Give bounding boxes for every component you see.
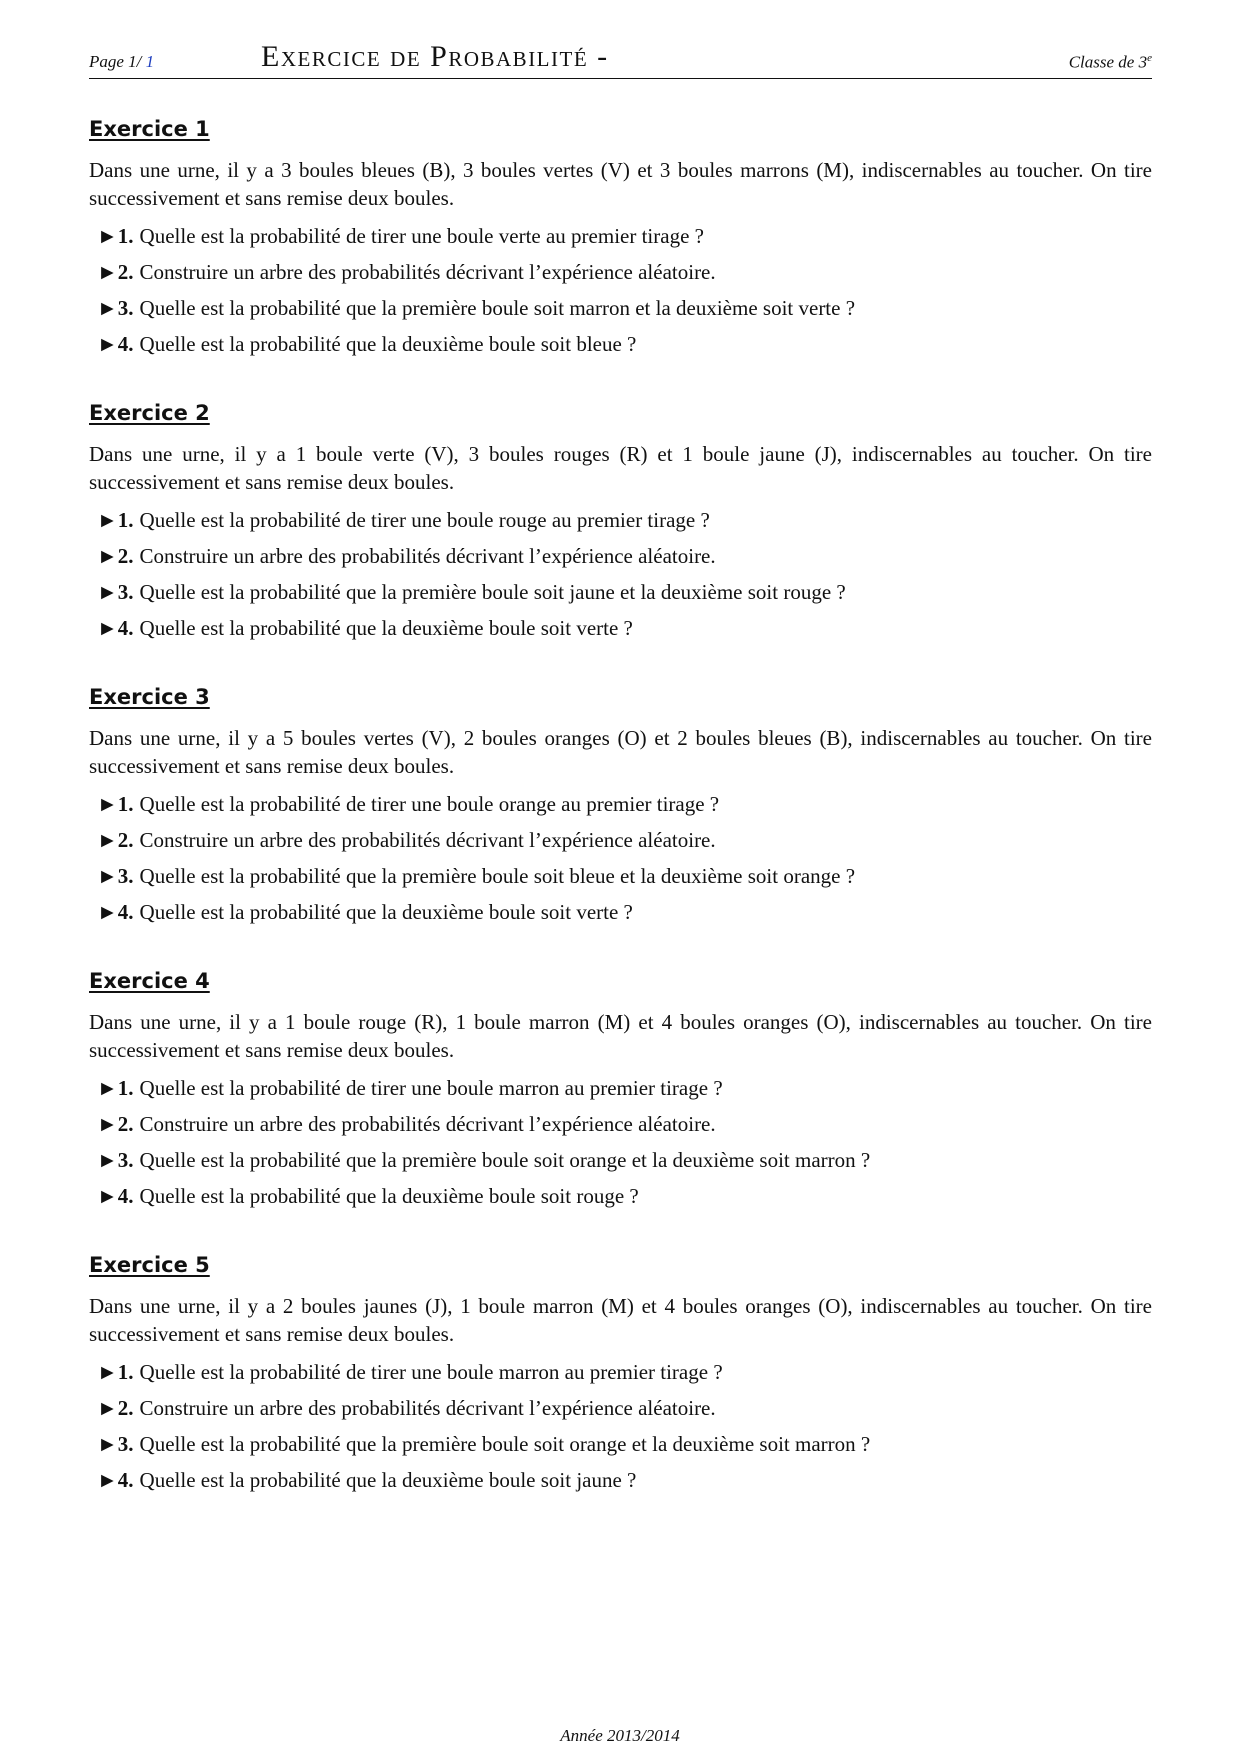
exercise-title: Exercice 1 — [89, 117, 210, 141]
question-text: Construire un arbre des probabilités décrivant l’expérience aléatoire. — [139, 1396, 716, 1420]
question-number: ►1. — [97, 508, 134, 532]
question-text: Quelle est la probabilité que la deuxième boule soit verte ? — [139, 900, 633, 924]
question-number: ►1. — [97, 792, 134, 816]
question-number: ►1. — [97, 1360, 134, 1384]
question-text: Quelle est la probabilité de tirer une boule orange au premier tirage ? — [139, 792, 720, 816]
question-number: ►4. — [97, 900, 134, 924]
exercise-title: Exercice 2 — [89, 401, 210, 425]
question-item — [89, 502, 1152, 538]
exercise-title: Exercice 4 — [89, 969, 210, 993]
exercise-title: Exercice 3 — [89, 685, 210, 709]
question-text: Quelle est la probabilité de tirer une boule verte au premier tirage ? — [139, 224, 704, 248]
question-number: ►1. — [97, 1076, 134, 1100]
question-item — [89, 894, 1152, 930]
question-number: ►2. — [97, 260, 134, 284]
page-footer: Année 2013/2014 — [560, 1726, 680, 1745]
question-number: ►4. — [97, 332, 134, 356]
question-text: Quelle est la probabilité que la première boule soit marron et la deuxième soit verte ? — [139, 296, 856, 320]
question-number: ►2. — [97, 828, 134, 852]
question-number: ►3. — [97, 1148, 134, 1172]
exercise-intro: Dans une urne, il y a 2 boules jaunes (J), 1 boule marron (M) et 4 boules oranges (O), indiscernables au toucher. On tire successivement et sans remise deux boules. — [89, 1294, 1152, 1346]
question-text: Construire un arbre des probabilités décrivant l’expérience aléatoire. — [139, 828, 716, 852]
question-item — [89, 1106, 1152, 1142]
exercise-4 — [89, 966, 1152, 1214]
question-number: ►3. — [97, 1432, 134, 1456]
exercise-intro: Dans une urne, il y a 1 boule verte (V), 3 boules rouges (R) et 1 boule jaune (J), indiscernables au toucher. On tire successivement et sans remise deux boules. — [89, 442, 1152, 494]
question-list — [89, 502, 1152, 646]
question-item — [89, 290, 1152, 326]
question-item — [89, 610, 1152, 646]
question-item — [89, 254, 1152, 290]
question-list — [89, 1070, 1152, 1214]
question-number: ►1. — [97, 224, 134, 248]
question-item — [89, 1354, 1152, 1390]
document-title: Exercice de Probabilité - — [261, 40, 609, 73]
page-number-label: Page 1/ — [89, 52, 142, 71]
exercise-title: Exercice 5 — [89, 1253, 210, 1277]
question-text: Construire un arbre des probabilités décrivant l’expérience aléatoire. — [139, 1112, 716, 1136]
question-item — [89, 1426, 1152, 1462]
exercise-2 — [89, 398, 1152, 646]
question-item — [89, 822, 1152, 858]
question-item — [89, 1178, 1152, 1214]
question-number: ►2. — [97, 1396, 134, 1420]
question-number: ►3. — [97, 580, 134, 604]
question-item — [89, 1390, 1152, 1426]
question-text: Quelle est la probabilité que la première boule soit bleue et la deuxième soit orange ? — [139, 864, 856, 888]
question-item — [89, 1142, 1152, 1178]
question-number: ►4. — [97, 616, 134, 640]
question-text: Quelle est la probabilité que la deuxième boule soit rouge ? — [139, 1184, 639, 1208]
question-text: Quelle est la probabilité que la deuxième boule soit verte ? — [139, 616, 633, 640]
exercise-3 — [89, 682, 1152, 930]
exercise-intro: Dans une urne, il y a 5 boules vertes (V), 2 boules oranges (O) et 2 boules bleues (B), indiscernables au toucher. On tire successivement et sans remise deux boules. — [89, 726, 1152, 778]
question-number: ►3. — [97, 864, 134, 888]
exercise-intro: Dans une urne, il y a 1 boule rouge (R), 1 boule marron (M) et 4 boules oranges (O), indiscernables au toucher. On tire successivement et sans remise deux boules. — [89, 1010, 1152, 1062]
exercise-5 — [89, 1250, 1152, 1498]
page-total-link[interactable]: 1 — [145, 52, 155, 71]
question-text: Quelle est la probabilité que la deuxième boule soit jaune ? — [139, 1468, 637, 1492]
question-text: Quelle est la probabilité de tirer une boule rouge au premier tirage ? — [139, 508, 710, 532]
question-number: ►4. — [97, 1184, 134, 1208]
question-text: Quelle est la probabilité que la première boule soit orange et la deuxième soit marron ? — [139, 1148, 871, 1172]
page-number — [89, 52, 154, 72]
question-text: Quelle est la probabilité que la première boule soit orange et la deuxième soit marron ? — [139, 1432, 871, 1456]
exercise-intro: Dans une urne, il y a 3 boules bleues (B), 3 boules vertes (V) et 3 boules marrons (M), indiscernables au toucher. On tire successivement et sans remise deux boules. — [89, 158, 1152, 210]
question-text: Quelle est la probabilité que la deuxième boule soit bleue ? — [139, 332, 637, 356]
question-item — [89, 786, 1152, 822]
question-list — [89, 1354, 1152, 1498]
question-list — [89, 218, 1152, 362]
question-number: ►4. — [97, 1468, 134, 1492]
question-text: Construire un arbre des probabilités décrivant l’expérience aléatoire. — [139, 544, 716, 568]
question-item — [89, 858, 1152, 894]
question-text: Quelle est la probabilité de tirer une boule marron au premier tirage ? — [139, 1076, 723, 1100]
class-level-label: Classe de 3 — [1068, 52, 1148, 72]
exercise-1 — [89, 114, 1152, 362]
question-number: ►2. — [97, 1112, 134, 1136]
class-level-sup: e — [1147, 52, 1152, 64]
question-list — [89, 786, 1152, 930]
question-item — [89, 574, 1152, 610]
question-item — [89, 218, 1152, 254]
question-number: ►3. — [97, 296, 134, 320]
question-item — [89, 538, 1152, 574]
question-number: ►2. — [97, 544, 134, 568]
question-item — [89, 1070, 1152, 1106]
question-text: Quelle est la probabilité de tirer une boule marron au premier tirage ? — [139, 1360, 723, 1384]
question-item — [89, 326, 1152, 362]
question-text: Quelle est la probabilité que la première boule soit jaune et la deuxième soit rouge ? — [139, 580, 846, 604]
class-level — [1069, 52, 1152, 73]
question-text: Construire un arbre des probabilités décrivant l’expérience aléatoire. — [139, 260, 716, 284]
page-header — [89, 38, 1152, 79]
question-item — [89, 1462, 1152, 1498]
